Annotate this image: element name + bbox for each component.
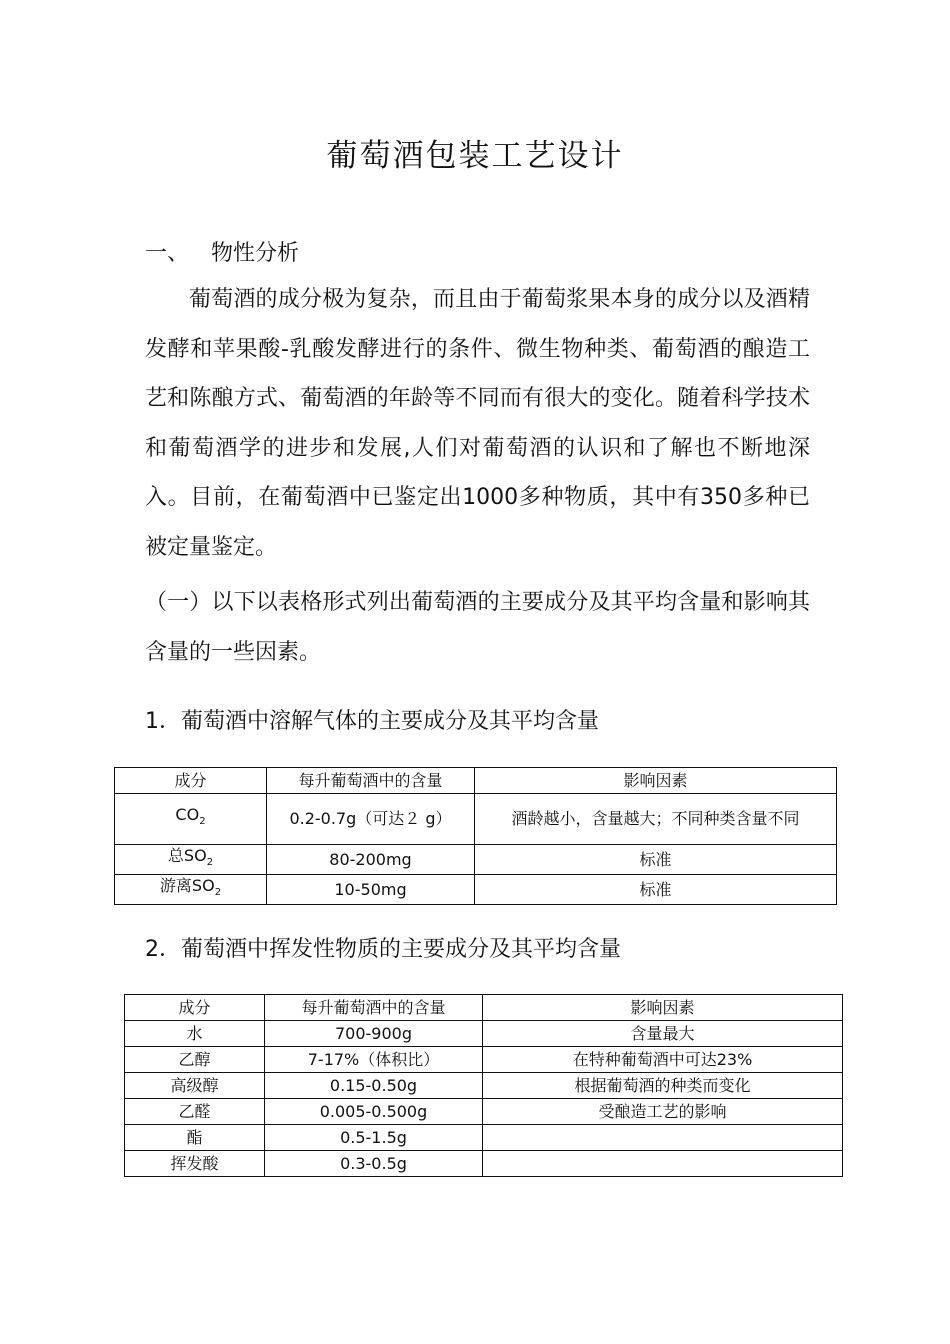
table-row xyxy=(125,1125,843,1151)
component-cell: 乙醛 xyxy=(125,1099,265,1125)
subscript: 2 xyxy=(199,816,206,828)
factor-cell: 在特种葡萄酒中可达23% xyxy=(483,1047,843,1073)
header-cell: 影响因素 xyxy=(483,995,843,1021)
component-cell xyxy=(115,794,267,845)
table-row xyxy=(125,1047,843,1073)
component-text: 总SO xyxy=(167,846,207,865)
subscript: 2 xyxy=(214,887,222,899)
component-cell: 酯 xyxy=(125,1125,265,1151)
factor-cell xyxy=(483,1151,843,1177)
content-cell: 0.2-0.7g（可达２ g） xyxy=(267,794,475,845)
intro-paragraph: 葡萄酒的成分极为复杂，而且由于葡萄浆果本身的成分以及酒精发酵和苹果酸-乳酸发酵进行的条件、微生物种类、葡萄酒的酿造工艺和陈酿方式、葡萄酒的年龄等不同而有很大的变化。随着科学技术和葡萄酒学的进步和发展,人们对葡萄酒的认识和了解也不断地深入。目前，在葡萄酒中已鉴定出1000多种物质，其中有350多种已被定量鉴定。 xyxy=(145,287,810,560)
table2-caption: 2．葡萄酒中挥发性物质的主要成分及其平均含量 xyxy=(145,937,621,962)
factor-cell: 根据葡萄酒的种类而变化 xyxy=(483,1073,843,1099)
header-cell: 每升葡萄酒中的含量 xyxy=(267,768,475,794)
content-cell: 80-200mg xyxy=(267,845,475,875)
component-cell xyxy=(115,875,267,905)
component-cell xyxy=(115,845,267,875)
section-heading-text: 物性分析 xyxy=(211,241,300,266)
header-cell: 每升葡萄酒中的含量 xyxy=(265,995,483,1021)
header-cell: 成分 xyxy=(125,995,265,1021)
component-cell: 乙醇 xyxy=(125,1047,265,1073)
content-cell: 0.5-1.5g xyxy=(265,1125,483,1151)
component-cell: 水 xyxy=(125,1021,265,1047)
table-row xyxy=(125,1151,843,1177)
table-row xyxy=(125,1073,843,1099)
factor-cell: 标准 xyxy=(475,845,837,875)
table-row xyxy=(115,875,837,905)
component-text: CO xyxy=(175,805,200,825)
factor-cell: 标准 xyxy=(475,875,837,905)
header-cell: 影响因素 xyxy=(475,768,837,794)
factor-cell: 酒龄越小，含量越大；不同种类含量不同 xyxy=(475,794,837,845)
factor-cell xyxy=(483,1125,843,1151)
component-cell: 高级醇 xyxy=(125,1073,265,1099)
content-cell: 0.15-0.50g xyxy=(265,1073,483,1099)
content-cell: 0.3-0.5g xyxy=(265,1151,483,1177)
table-row xyxy=(125,1099,843,1125)
table-row xyxy=(115,845,837,875)
dissolved-gas-table xyxy=(114,767,837,905)
volatile-substance-table xyxy=(124,994,843,1177)
table-header-row xyxy=(115,768,837,794)
section-number: 一、 xyxy=(145,241,190,266)
table-intro-paragraph: （一）以下以表格形式列出葡萄酒的主要成分及其平均含量和影响其含量的一些因素。 xyxy=(145,590,810,665)
content-cell: 7-17%（体积比） xyxy=(265,1047,483,1073)
content-cell: 700-900g xyxy=(265,1021,483,1047)
content-cell: 0.005-0.500g xyxy=(265,1099,483,1125)
component-cell: 挥发酸 xyxy=(125,1151,265,1177)
content-cell: 10-50mg xyxy=(267,875,475,905)
table-row xyxy=(125,1021,843,1047)
section-heading xyxy=(145,236,299,267)
header-cell: 成分 xyxy=(115,768,267,794)
document-title: 葡萄酒包装工艺设计 xyxy=(326,138,624,174)
subscript: 2 xyxy=(206,857,214,869)
factor-cell: 含量最大 xyxy=(483,1021,843,1047)
table-header-row xyxy=(125,995,843,1021)
component-text: 游离SO xyxy=(159,876,215,896)
factor-cell: 受酿造工艺的影响 xyxy=(483,1099,843,1125)
table-row xyxy=(115,794,837,845)
table1-caption: 1．葡萄酒中溶解气体的主要成分及其平均含量 xyxy=(145,709,599,734)
